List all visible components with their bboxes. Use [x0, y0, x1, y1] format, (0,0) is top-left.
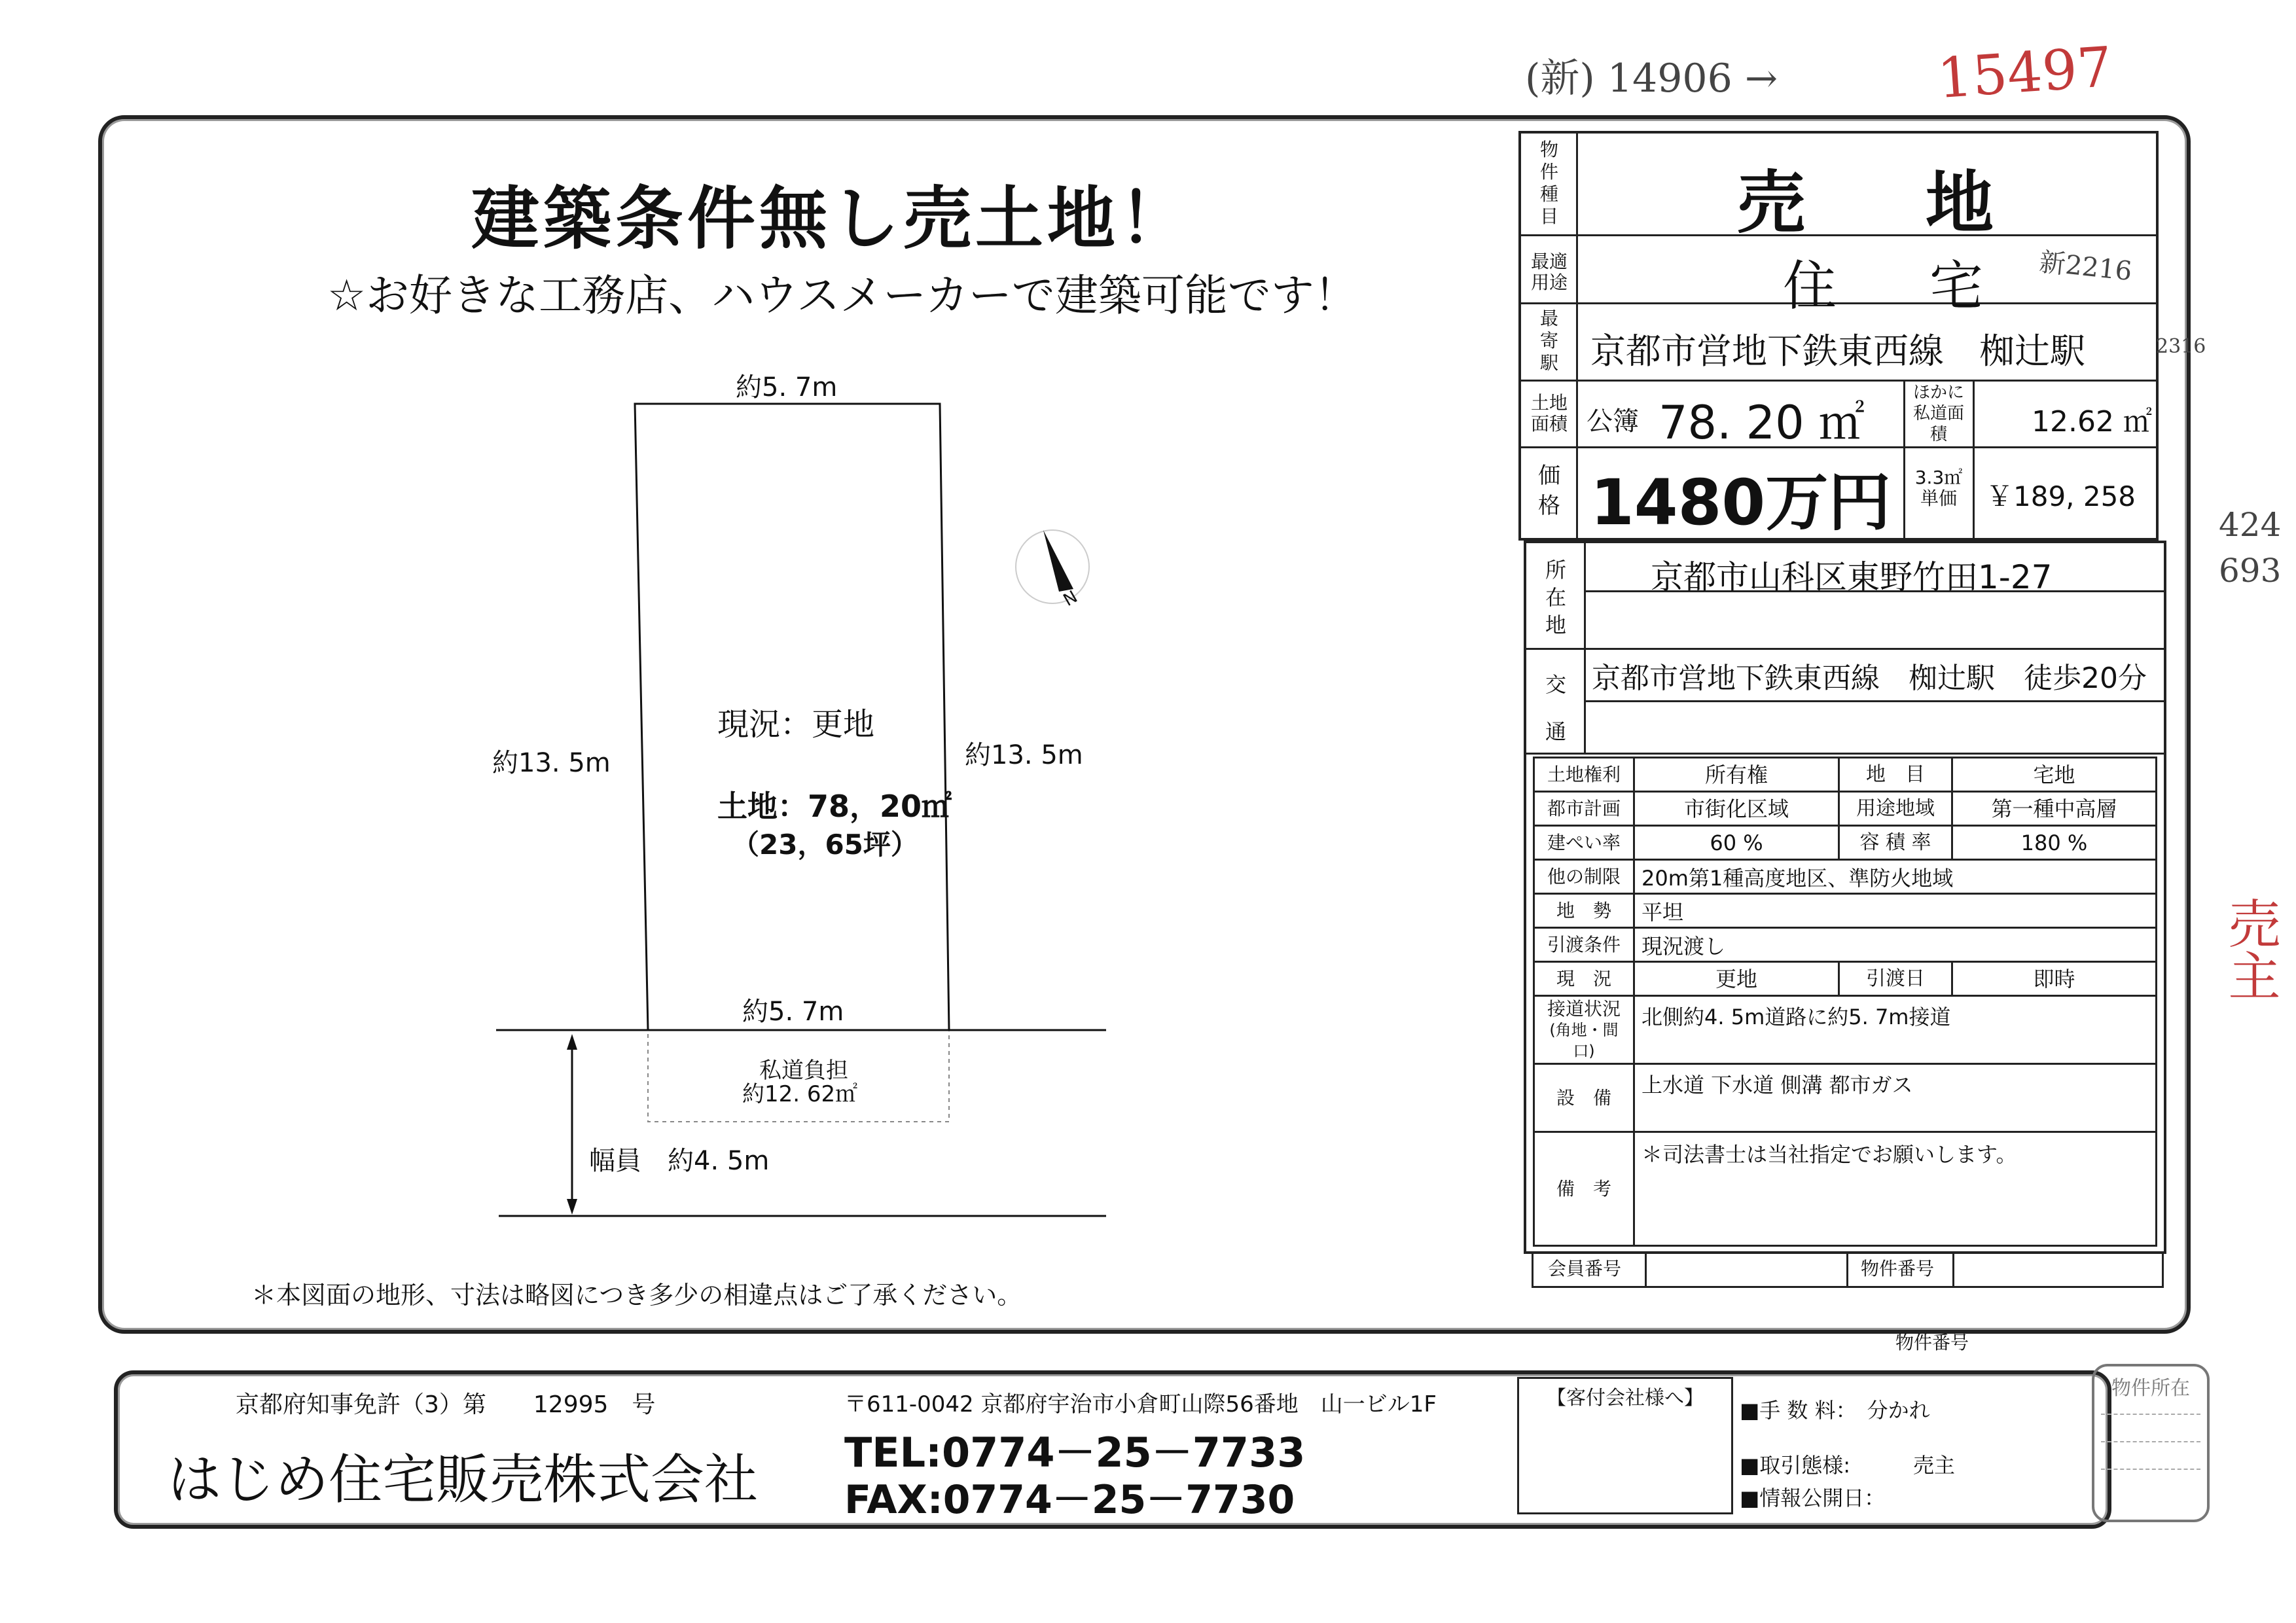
- member-number-label: 会員番号: [1547, 1258, 1621, 1279]
- road-access-label: 接道状況: [1547, 997, 1621, 1020]
- handwritten-margin-number-2: 693: [2219, 552, 2282, 590]
- disclaimer: ＊本図面の地形、寸法は略図につき多少の相違点はご了承ください。: [251, 1281, 1022, 1310]
- property-type: 売 地: [1737, 163, 2020, 243]
- outside-property-number-label: 物件番号: [1895, 1332, 1969, 1353]
- plot-left-depth: 約13. 5m: [492, 748, 611, 778]
- plot-right-depth: 約13. 5m: [965, 740, 1083, 770]
- city-planning-label: 都市計画: [1534, 792, 1634, 826]
- city-planning-value: 市街化区域: [1634, 792, 1839, 826]
- road-access-label-cell: [1534, 996, 1634, 1064]
- summary-box: [1518, 131, 2159, 541]
- private-road-label: 私道負担: [759, 1058, 848, 1084]
- far-value: 180 %: [1952, 826, 2157, 860]
- transport: 京都市営地下鉄東西線 椥辻駅 徒歩20分: [1592, 662, 2147, 695]
- land-area: 78. 20 ㎡: [1659, 396, 1865, 450]
- fee-terms: ■手 数 料： 分かれ: [1740, 1398, 1930, 1423]
- agent-stamp-label: 【客付会社様へ】: [1547, 1387, 1704, 1410]
- company-tel: TEL:0774－25－7733: [844, 1429, 1306, 1476]
- side-box-label: 物件所在: [2111, 1377, 2190, 1400]
- current-status-label: 現 況: [1534, 962, 1634, 996]
- type-label: 物件種目: [1539, 139, 1558, 227]
- headline: 建築条件無し売土地！: [471, 179, 1192, 259]
- handover-date-label: 引渡日: [1839, 962, 1952, 996]
- handwritten-top-note: (新) 14906 →: [1525, 56, 1778, 101]
- private-road-area-label: ほかに私道面積: [1912, 383, 1964, 444]
- plot-area: 土地：78，20㎡: [717, 789, 952, 824]
- company-address: 〒611-0042 京都府宇治市小倉町山際56番地 山一ビル1F: [844, 1391, 1437, 1418]
- subheadline: ☆お好きな工務店、ハウスメーカーで建築可能です！: [327, 270, 1357, 321]
- company-name: はじめ住宅販売株式会社: [168, 1449, 759, 1511]
- land-category-value: 宅地: [1952, 758, 2157, 792]
- handwritten-seller-note: 売主: [2219, 897, 2280, 1001]
- plot-bottom-width: 約5. 7m: [742, 997, 844, 1027]
- road-width: 幅員 約4. 5m: [589, 1146, 770, 1176]
- remarks-value: ＊司法書士は当社指定でお願いします。: [1634, 1132, 2157, 1246]
- publish-date: ■情報公開日：: [1740, 1486, 1886, 1510]
- price-label: 価格: [1538, 463, 1560, 519]
- private-road-area-value: 12.62 ㎡: [2032, 405, 2152, 438]
- facilities-value: 上水道 下水道 側溝 都市ガス: [1634, 1064, 2157, 1132]
- road-access-value: 北側約4. 5m道路に約5. 7m接道: [1634, 996, 2157, 1064]
- compass-icon: [1016, 530, 1089, 603]
- license-number: 京都府知事免許（3）第 12995 号: [236, 1391, 656, 1418]
- compass-letter: N: [1060, 587, 1081, 611]
- terrain-value: 平坦: [1634, 894, 2157, 928]
- handover-value: 現況渡し: [1634, 928, 2157, 962]
- details-box: [1524, 541, 2166, 1254]
- zoning-label: 用途地域: [1839, 792, 1952, 826]
- location: 京都市山科区東野竹田1-27: [1651, 558, 2053, 596]
- rights-value: 所有権: [1634, 758, 1839, 792]
- current-status-value: 更地: [1634, 962, 1839, 996]
- zoning-value: 第一種中高層: [1952, 792, 2157, 826]
- handwritten-station-note: 2316: [2156, 335, 2206, 358]
- price: 1480万円: [1590, 466, 1892, 539]
- coverage-value: 60 %: [1634, 826, 1839, 860]
- agent-stamp-box: [1517, 1377, 1733, 1514]
- plot-top-width: 約5. 7m: [736, 372, 838, 402]
- remarks-label: 備 考: [1534, 1132, 1634, 1246]
- company-fax: FAX:0774－25－7730: [844, 1477, 1295, 1523]
- facilities-label: 設 備: [1534, 1064, 1634, 1132]
- area-label: 土地面積: [1530, 392, 1568, 435]
- transaction-type: ■取引態様: 売主: [1740, 1453, 1956, 1478]
- property-number-label: 物件番号: [1860, 1258, 1934, 1279]
- station-label: 最寄駅: [1539, 308, 1558, 374]
- plot-status: 現況：更地: [717, 706, 875, 743]
- plot-tsubo: （23，65坪）: [732, 829, 918, 861]
- handwritten-use-note: 新2216: [2037, 247, 2134, 287]
- property-location-side-box: [2092, 1364, 2210, 1522]
- handover-date-value: 即時: [1952, 962, 2157, 996]
- rights-label: 土地権利: [1534, 758, 1634, 792]
- unit-price-label: 3.3㎡単価: [1914, 467, 1963, 509]
- private-road-area: 約12. 62㎡: [742, 1081, 858, 1107]
- handwritten-top-number: 15497: [1935, 34, 2115, 111]
- coverage-label: 建ぺい率: [1534, 826, 1634, 860]
- handover-label: 引渡条件: [1534, 928, 1634, 962]
- other-restrictions-value: 20m第1種高度地区、準防火地域: [1634, 860, 2157, 894]
- unit-price: ￥189, 258: [1986, 480, 2136, 512]
- far-label: 容 積 率: [1839, 826, 1952, 860]
- road-access-sublabel: (角地・間口): [1549, 1020, 1619, 1060]
- nearest-station: 京都市営地下鉄東西線 椥辻駅: [1590, 330, 2085, 372]
- use-label: 最適用途: [1530, 251, 1568, 293]
- area-prefix: 公簿: [1587, 406, 1639, 437]
- location-label: 所在地: [1545, 558, 1566, 637]
- member-number-row: [1532, 1251, 2164, 1288]
- handwritten-margin-number-1: 424: [2219, 506, 2282, 544]
- transport-label: 交通: [1545, 672, 1566, 744]
- land-category-label: 地 目: [1839, 758, 1952, 792]
- terrain-label: 地 勢: [1534, 894, 1634, 928]
- optimal-use: 住 宅: [1783, 255, 2003, 317]
- other-restrictions-label: 他の制限: [1534, 860, 1634, 894]
